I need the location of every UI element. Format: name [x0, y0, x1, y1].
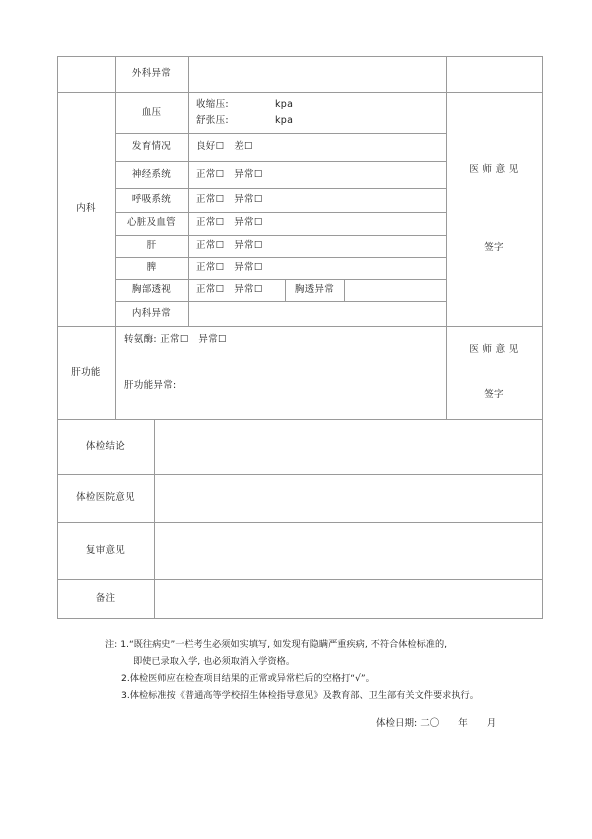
column-divider	[344, 279, 345, 301]
cardio-options[interactable]: 正常☐ 异常☐	[196, 217, 263, 228]
liver-options[interactable]: 正常☐ 异常☐	[196, 240, 263, 251]
chest-xray-options[interactable]: 正常☐ 异常☐	[196, 284, 263, 295]
notes-section	[105, 636, 479, 704]
row-divider	[57, 92, 543, 93]
exam-date: 体检日期: 二〇 年 月	[376, 718, 497, 729]
diastolic-unit: kpa	[275, 115, 294, 126]
transaminase-options[interactable]: 转氨酶: 正常☐ 异常☐	[124, 334, 227, 345]
row-divider	[57, 522, 543, 523]
row-divider	[57, 579, 543, 580]
exam-conclusion-label: 体检结论	[85, 441, 126, 452]
doctor-opinion-label-2: 医 师 意 见	[469, 344, 519, 355]
respiratory-system-label: 呼吸系统	[131, 194, 172, 205]
chest-xray-abnormal-label: 胸透异常	[294, 284, 335, 295]
row-divider	[115, 279, 446, 280]
respiratory-system-options[interactable]: 正常☐ 异常☐	[196, 194, 263, 205]
surgery-abnormal-label: 外科异常	[131, 68, 172, 79]
note-line-1: 注: 1.“既往病史”一栏考生必须如实填写, 如发现有隐瞒严重疾病, 不符合体检标准的,	[105, 639, 448, 650]
diastolic-label: 舒张压:	[196, 115, 229, 126]
spleen-options[interactable]: 正常☐ 异常☐	[196, 262, 263, 273]
row-divider	[57, 474, 543, 475]
systolic-label: 收缩压:	[196, 99, 229, 110]
row-divider	[57, 56, 543, 57]
doctor-opinion-label: 医 师 意 见	[469, 164, 519, 175]
liver-label: 肝	[146, 240, 157, 251]
internal-medicine-label: 内科	[76, 203, 96, 214]
row-divider	[115, 257, 446, 258]
signature-label-2: 签字	[484, 389, 504, 400]
signature-label: 签字	[484, 242, 504, 253]
row-divider	[115, 212, 446, 213]
table-border	[57, 56, 58, 419]
exam-hospital-opinion-label: 体检医院意见	[76, 492, 135, 503]
row-divider	[57, 618, 543, 619]
row-divider	[57, 419, 543, 420]
internal-abnormal-label: 内科异常	[131, 308, 172, 319]
table-border	[542, 56, 543, 619]
chest-xray-label: 胸部透视	[131, 284, 172, 295]
note-line-4: 3.体检标准按《普通高等学校招生体检指导意见》及教育部、卫生部有关文件要求执行。	[121, 690, 479, 701]
column-divider	[154, 419, 155, 619]
column-divider	[188, 56, 189, 326]
column-divider	[446, 56, 447, 419]
note-line-3: 2.体检医师应在检查项目结果的正常或异常栏后的空格打“√”。	[121, 673, 375, 684]
nervous-system-label: 神经系统	[131, 169, 172, 180]
row-divider	[115, 161, 446, 162]
spleen-label: 脾	[146, 262, 157, 273]
liver-function-abnormal-label: 肝功能异常:	[124, 380, 177, 391]
systolic-unit: kpa	[275, 99, 294, 110]
row-divider	[115, 235, 446, 236]
row-divider	[115, 301, 446, 302]
nervous-system-options[interactable]: 正常☐ 异常☐	[196, 169, 263, 180]
blood-pressure-label: 血压	[141, 107, 162, 118]
development-label: 发育情况	[131, 141, 172, 152]
development-options[interactable]: 良好☐ 差☐	[196, 141, 253, 152]
liver-function-label: 肝功能	[71, 367, 101, 378]
row-divider	[57, 326, 543, 327]
cardio-label: 心脏及血管	[126, 217, 176, 228]
remarks-label: 备注	[95, 593, 116, 604]
row-divider	[115, 188, 446, 189]
review-opinion-label: 复审意见	[85, 545, 126, 556]
row-divider	[115, 133, 446, 134]
note-line-2: 即使已录取入学, 也必须取消入学资格。	[133, 656, 296, 667]
